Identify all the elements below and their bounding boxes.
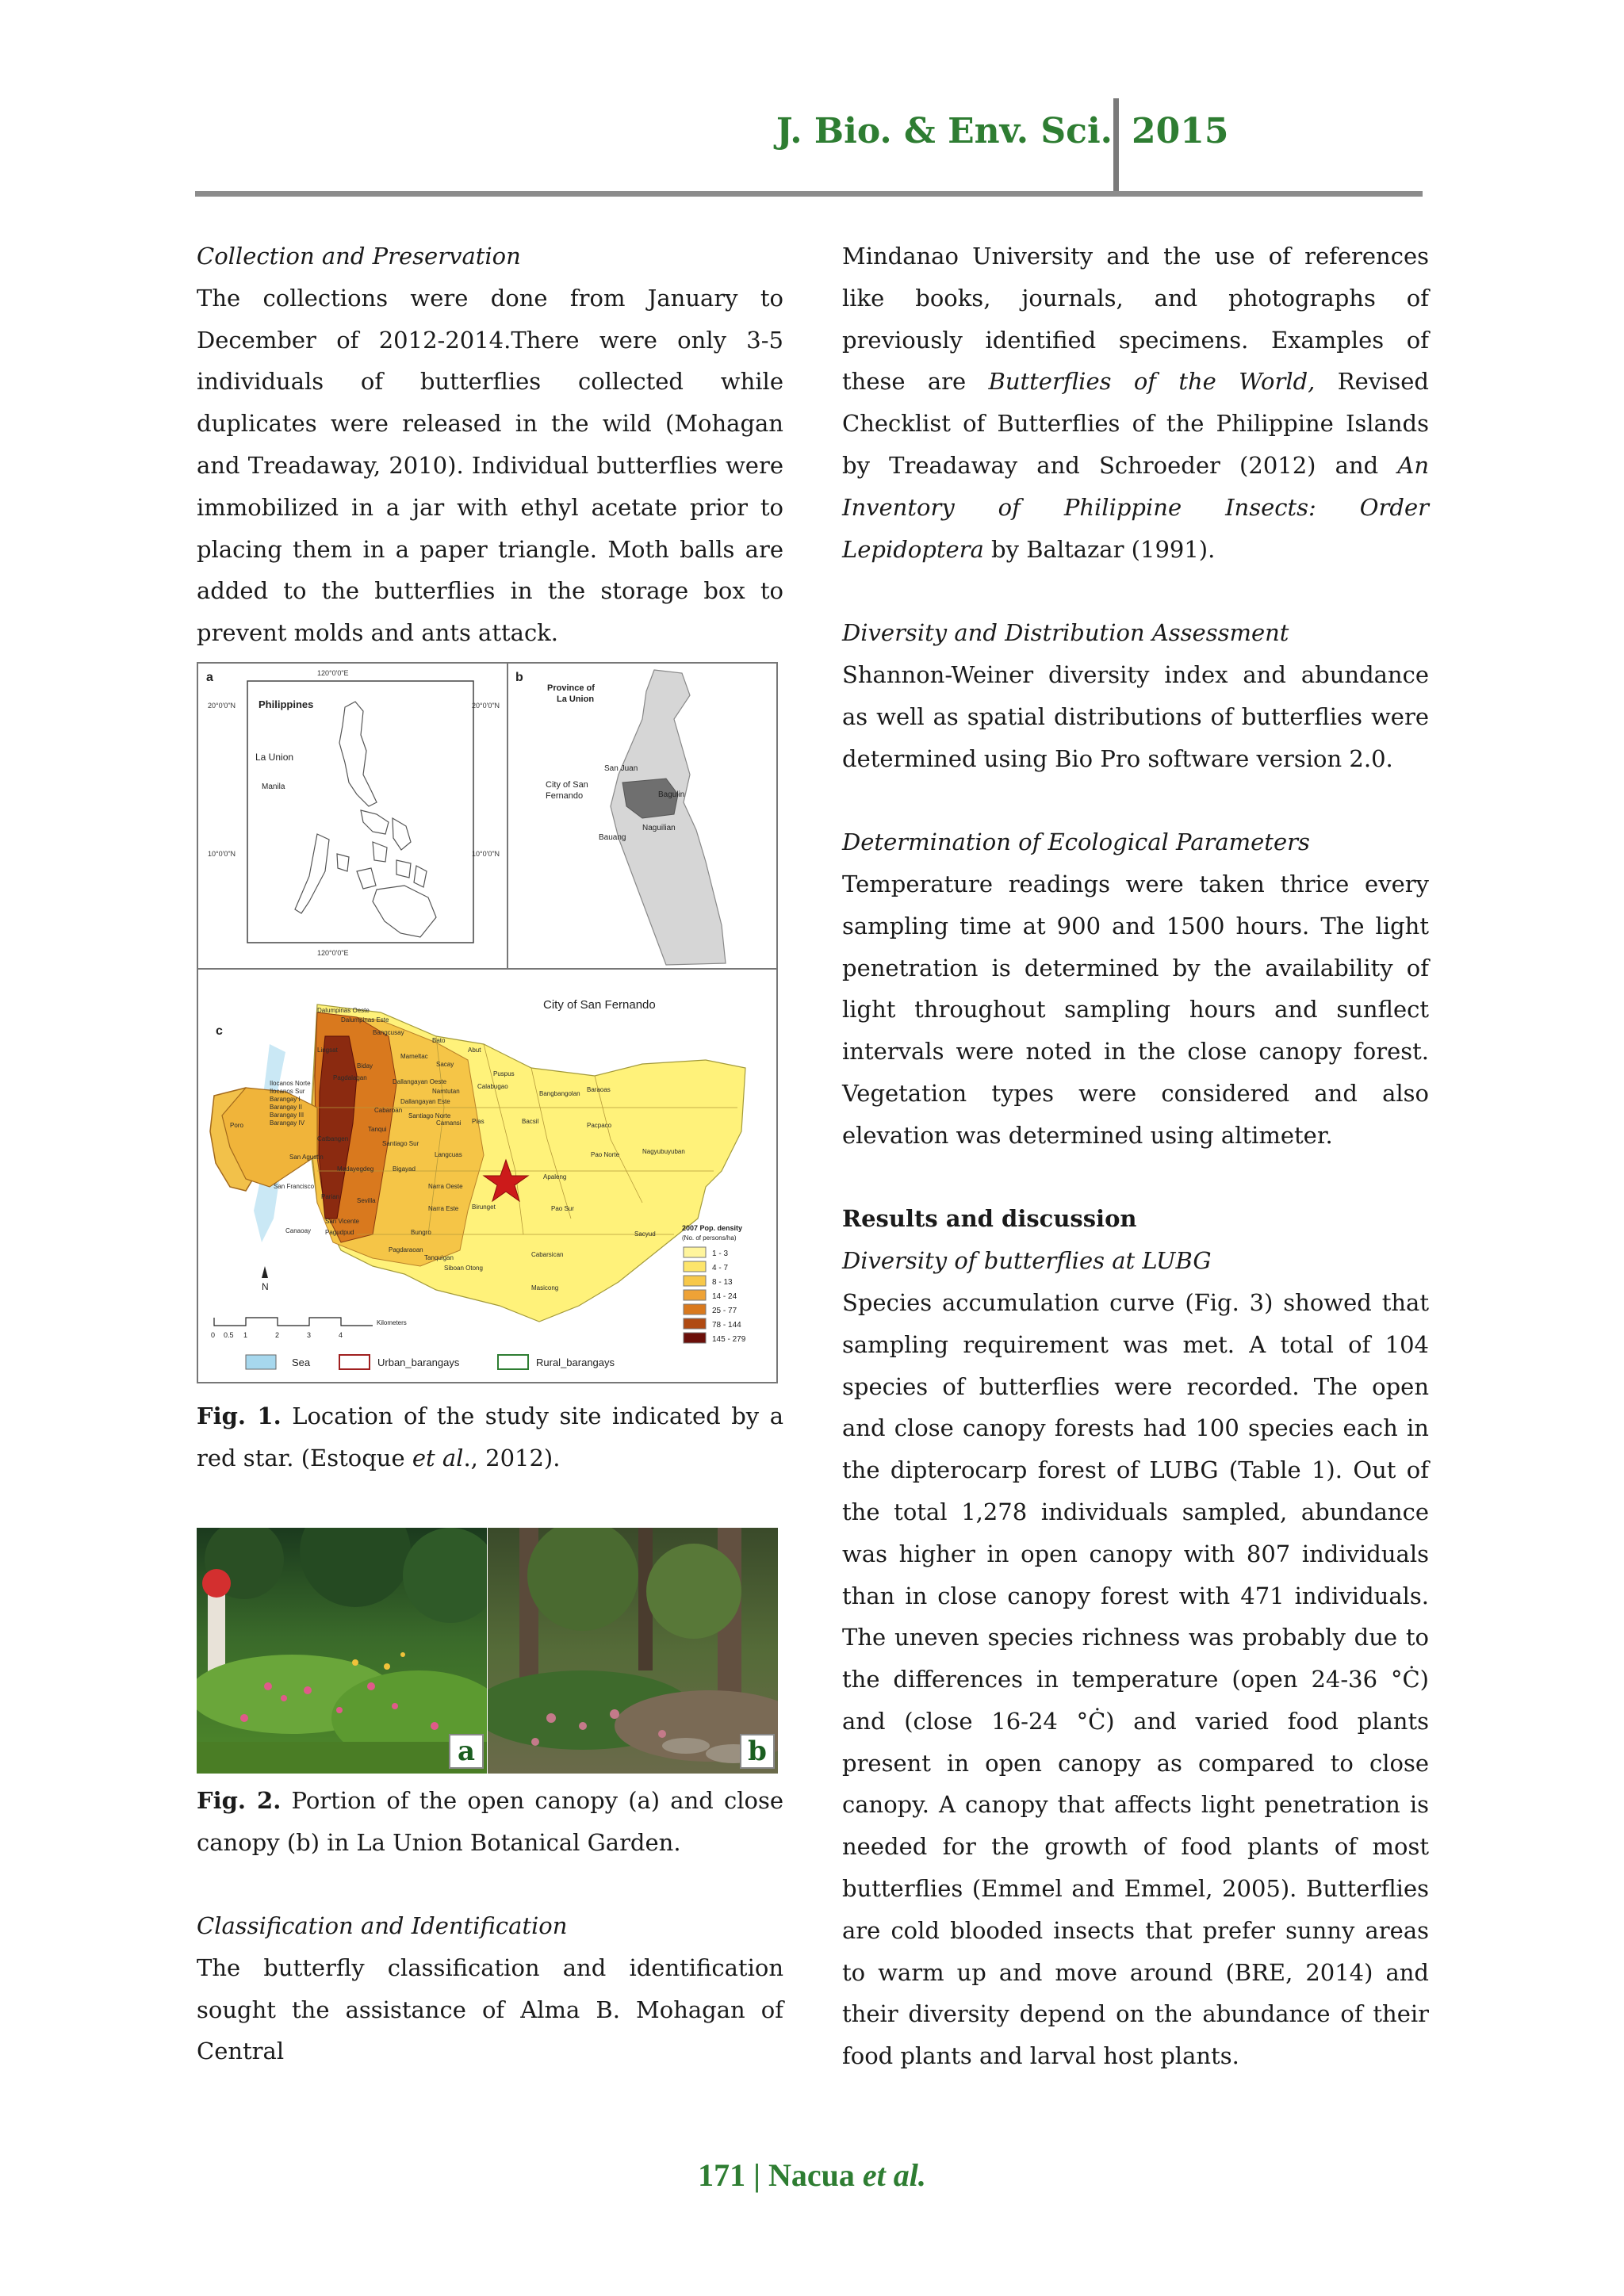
barangay-label: Pias xyxy=(472,1118,485,1125)
scale-unit: Kilometers xyxy=(377,1319,407,1326)
barangay-label: Narra Oeste xyxy=(428,1183,463,1190)
barangay-label: Langcuas xyxy=(435,1151,462,1158)
barangay-label: San Agustin xyxy=(289,1154,324,1161)
sea-legend: Sea xyxy=(292,1357,311,1368)
barangay-label: San Francisco xyxy=(274,1183,315,1190)
bauang-label: Bauang xyxy=(599,833,626,842)
urban-swatch xyxy=(339,1355,370,1369)
caption-text-end: ., 2012). xyxy=(463,1444,561,1471)
city-sf-label-2: Fernando xyxy=(546,791,584,801)
scale-bar xyxy=(214,1318,373,1326)
legend-subtitle: (No. of persons/ha) xyxy=(682,1234,737,1242)
footer-author: Nacua xyxy=(768,2157,863,2193)
barangay-label: Baraoas xyxy=(587,1086,611,1093)
paragraph: The collections were done from January to December of 2012-2014.There were only 3-5 individuals of butterflies collected while duplicates were released in the wild (Mohagan and Treadaway, 2010). Individual butterflies were immobilized in a jar with ethyl acetate prior to placing them in a paper triangle. Moth balls are added to the butterflies in the storage box to prevent molds and ants attack. xyxy=(197,284,783,647)
legend-label: 25 - 77 xyxy=(712,1307,737,1315)
journal-title: J. Bio. & Env. Sci. xyxy=(776,111,1113,151)
legend-label: 78 - 144 xyxy=(712,1321,741,1330)
section-heading: Collection and Preservation xyxy=(197,243,521,270)
barangay-label: Namtutan xyxy=(432,1088,460,1095)
barangay-label: Pagdalagan xyxy=(333,1074,367,1081)
scale-2: 2 xyxy=(275,1331,280,1339)
barangay-label: Pacpaco xyxy=(587,1122,612,1129)
figure-2-photos xyxy=(197,1528,778,1774)
spacer xyxy=(842,570,1429,612)
barangay-label: Sacyud xyxy=(634,1230,656,1238)
figure-1-label: Fig. 1. xyxy=(197,1402,282,1429)
rural-legend: Rural_barangays xyxy=(536,1357,615,1368)
paragraph: Shannon-Weiner diversity index and abundance as well as spatial distributions of butterflies were determined using Bio Pro software version 2.0. xyxy=(842,660,1429,772)
urban-legend: Urban_barangays xyxy=(377,1357,460,1368)
barangay-label: Barangay I xyxy=(270,1096,301,1103)
legend-swatch xyxy=(684,1261,706,1272)
philippines-label: Philippines xyxy=(259,698,314,710)
figure-1-map xyxy=(197,662,778,1383)
lat10-right: 10°0'0"N xyxy=(472,850,500,858)
header-rule xyxy=(195,191,1423,197)
barangay-label: Nagyubuyuban xyxy=(642,1148,685,1155)
footer-etal: et al. xyxy=(862,2157,926,2193)
left-column-lower xyxy=(197,1905,783,2072)
barangay-label: Tanqui xyxy=(368,1126,387,1133)
barangay-label: Apaleng xyxy=(543,1173,567,1181)
barangay-label: Dalumpinas Oeste xyxy=(317,1007,370,1014)
north-arrow-icon xyxy=(262,1266,268,1278)
scale-1: 1 xyxy=(243,1331,248,1339)
bagulin-label: Bagulin xyxy=(658,790,685,799)
paragraph: Temperature readings were taken thrice every sampling time at 900 and 1500 hours. The light penetration is determined by the availability of light throughout sampling hours and sunflect intervals were noted in the close canopy forest. Vegetation types were considered and also elevation was determined using altimeter. xyxy=(842,870,1429,1149)
legend-swatches xyxy=(684,1247,746,1344)
paragraph: The butterfly classification and identification sought the assistance of Alma B. Mohagan of Central xyxy=(197,1954,783,2065)
spacer xyxy=(842,779,1429,821)
barangay-label: Narra Este xyxy=(428,1205,459,1212)
scale-3: 3 xyxy=(307,1331,312,1339)
barangay-label: Santiago Norte xyxy=(408,1112,451,1119)
barangay-label: Pao Sur xyxy=(551,1205,574,1212)
barangay-label: Dallangayan Este xyxy=(400,1098,450,1105)
barangay-label: Madayegdeg xyxy=(337,1165,374,1173)
barangay-label: Bangbangolan xyxy=(539,1090,580,1097)
legend-label: 4 - 7 xyxy=(712,1264,729,1272)
province-label: Province of xyxy=(547,683,595,693)
figure-2-caption xyxy=(197,1780,783,1864)
lat20-left: 20°0'0"N xyxy=(208,702,236,710)
text-run: Mindanao University and the use of references like books, journals, and photographs of previously identified specimens. Examples of these are xyxy=(842,243,1429,396)
caption-italic: et al xyxy=(412,1444,464,1471)
barangay-label: Abut xyxy=(468,1047,481,1054)
photo-tag-a: a xyxy=(449,1734,484,1769)
barangay-label: Bacsil xyxy=(522,1118,539,1125)
barangay-label: San Vicente xyxy=(325,1218,359,1225)
legend-swatch xyxy=(684,1276,706,1286)
barangay-label: Puspus xyxy=(493,1070,515,1077)
barangay-label: Catbangen xyxy=(317,1135,349,1142)
barangay-label: Ilocanos Sur xyxy=(270,1088,305,1095)
page-footer xyxy=(0,2156,1624,2194)
barangay-label: Ilocanos Norte xyxy=(270,1080,311,1087)
subsection-heading: Diversity of butterflies at LUBG xyxy=(842,1247,1212,1275)
barangay-label: Santiago Sur xyxy=(382,1140,419,1147)
barangay-label: Barangay II xyxy=(270,1104,302,1111)
panel-c-label: c xyxy=(216,1024,223,1038)
scale-4: 4 xyxy=(339,1331,343,1339)
barangay-label: Sevilla xyxy=(357,1197,376,1204)
section-heading: Determination of Ecological Parameters xyxy=(842,828,1310,856)
legend-label: 145 - 279 xyxy=(712,1335,746,1344)
barangay-label: Tanquigan xyxy=(424,1254,454,1261)
footer-separator: | xyxy=(745,2157,768,2193)
barangay-label: Siboan Otong xyxy=(444,1265,483,1272)
legend-swatch xyxy=(684,1290,706,1300)
barangay-label: Camansi xyxy=(436,1119,462,1127)
legend-swatch xyxy=(684,1247,706,1257)
spacer xyxy=(842,1157,1429,1199)
barangay-label: Calabugao xyxy=(477,1083,508,1090)
lon-label-bottom: 120°0'0"E xyxy=(317,949,349,957)
legend-swatch xyxy=(684,1318,706,1329)
lat10-left: 10°0'0"N xyxy=(208,850,236,858)
barangay-label: Pagudpud xyxy=(325,1229,354,1236)
barangay-label: Bangcusay xyxy=(373,1029,404,1036)
sea-swatch xyxy=(246,1355,276,1369)
legend-label: 1 - 3 xyxy=(712,1249,729,1258)
philippines-islands xyxy=(295,702,436,937)
text-run: by Baltazar (1991). xyxy=(983,535,1216,563)
rural-swatch xyxy=(498,1355,528,1369)
barangay-label: Sacay xyxy=(436,1061,454,1068)
barangay-label: Biday xyxy=(357,1062,373,1070)
header-divider xyxy=(1113,98,1119,193)
scale-0: 0 xyxy=(211,1331,216,1339)
page-header xyxy=(0,0,1624,198)
province-label-2: La Union xyxy=(557,695,595,704)
italic-title: Butterflies of the World, xyxy=(988,368,1316,396)
barangay-label: Bato xyxy=(432,1037,446,1044)
left-column xyxy=(197,235,783,654)
figure-2-label: Fig. 2. xyxy=(197,1787,282,1814)
legend-label: 14 - 24 xyxy=(712,1292,737,1301)
city-of-sf-title: City of San Fernando xyxy=(543,998,656,1012)
panel-b-label: b xyxy=(515,671,523,684)
barangay-label: Parian xyxy=(321,1193,340,1200)
panel-a-label: a xyxy=(206,671,213,684)
barangay-label: Cabarsican xyxy=(531,1251,564,1258)
journal-year: 2015 xyxy=(1132,111,1229,151)
photo-close-canopy xyxy=(488,1528,778,1774)
barangay-label: Barangay III xyxy=(270,1112,304,1119)
naguilian-label: Naguilian xyxy=(642,824,676,832)
barangay-label: Lingsat xyxy=(317,1047,338,1054)
section-heading: Diversity and Distribution Assessment xyxy=(842,619,1289,647)
paragraph: Species accumulation curve (Fig. 3) showed that sampling requirement was met. A total of 104 species of butterflies were recorded. The open and close canopy forests had 100 species each in the dipterocarp forest of LUBG (Table 1). Out of the total 1,278 individuals sampled, abundance was higher in open canopy with 807 individuals than in close canopy forest with 471 individuals. The uneven species richness was probably due to the differences in temperature (open 24-36 °Ċ) and (close 16-24 °Ċ) and varied food plants present in open canopy as compared to close canopy. A canopy that affects light penetration is needed for the growth of food plants of most butterflies (Emmel and Emmel, 2005). Butterflies are cold blooded insects that prefer sunny areas to warm up and move around (BRE, 2014) and their diversity depend on the abundance of their food plants and larval host plants. xyxy=(842,1288,1429,2070)
city-sf-label: City of San xyxy=(546,780,588,790)
photo-open-canopy xyxy=(197,1528,487,1774)
legend-swatch xyxy=(684,1304,706,1314)
scale-05: 0.5 xyxy=(224,1331,234,1339)
text-run: Revised Checklist of Butterflies of the Philippine Islands by Treadaway and Schroeder (2012) and xyxy=(842,368,1430,479)
paragraph xyxy=(842,235,1429,570)
page-number: 171 xyxy=(698,2157,746,2193)
caption-text: Portion of the open canopy (a) and close canopy (b) in La Union Botanical Garden. xyxy=(197,1787,783,1856)
figure-1-caption xyxy=(197,1395,783,1479)
barangay-label: Canaoay xyxy=(285,1227,312,1234)
barangay-label: Barangay IV xyxy=(270,1119,305,1127)
san-juan-label: San Juan xyxy=(604,764,638,773)
la-union-province-shape xyxy=(611,670,726,965)
manila-label: Manila xyxy=(262,783,285,791)
barangay-label: Pagdaraoan xyxy=(389,1246,423,1253)
legend-title: 2007 Pop. density xyxy=(682,1224,743,1232)
barangay-label: Dalumpinas Este xyxy=(341,1016,389,1024)
barangay-label: Masicong xyxy=(531,1284,559,1292)
photo-tag-b: b xyxy=(740,1734,775,1769)
lat20-right: 20°0'0"N xyxy=(472,702,500,710)
barangay-label: Dallangayan Oeste xyxy=(393,1078,447,1085)
legend-label: 8 - 13 xyxy=(712,1278,733,1287)
caption-text: Location of the study site indicated by a red star. (Estoque xyxy=(197,1402,783,1471)
barangay-label: Cabaroan xyxy=(374,1107,403,1114)
barangay-label: Bigayad xyxy=(393,1165,416,1173)
section-heading-bold: Results and discussion xyxy=(842,1205,1137,1233)
right-column xyxy=(842,235,1429,2077)
italic-title: An Inventory of Philippine Insects: Order Lepidoptera xyxy=(842,451,1429,563)
north-arrow: N xyxy=(262,1281,269,1292)
barangay-label: Bungro xyxy=(411,1229,431,1236)
barangay-label: Poro xyxy=(230,1122,243,1129)
barangay-label: Pao Norte xyxy=(591,1151,620,1158)
barangay-label: Mameltac xyxy=(400,1053,428,1060)
legend-swatch xyxy=(684,1333,706,1343)
lon-label-top: 120°0'0"E xyxy=(317,669,349,677)
barangay-label: Birunget xyxy=(472,1203,496,1211)
la-union-label: La Union xyxy=(255,752,294,763)
section-heading: Classification and Identification xyxy=(197,1912,568,1939)
